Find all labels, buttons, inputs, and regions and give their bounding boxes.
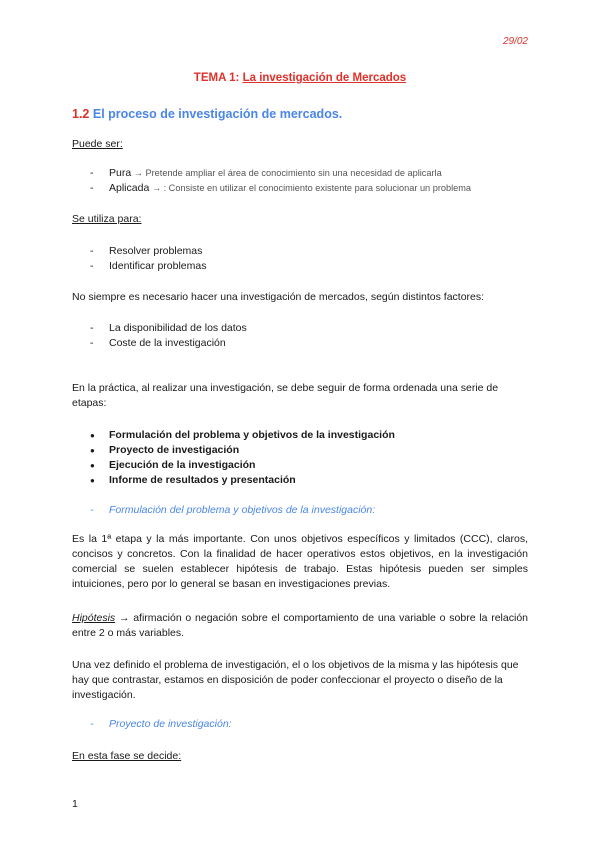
arrow: →: [149, 183, 164, 193]
list-item: - Aplicada → : Consiste en utilizar el conocimiento existente para solucionar un problema: [90, 182, 472, 194]
section-text: El proceso de investigación de mercados.: [89, 107, 343, 121]
no-siempre-text: No siempre es necesario hacer una investigación de mercados, según distintos factores:: [72, 291, 485, 303]
item-term: Aplicada: [109, 182, 150, 194]
puede-ser-list: [90, 166, 471, 196]
item-desc: : Consiste en utilizar el conocimiento existente para solucionar un problema: [163, 183, 472, 193]
en-la-practica-text: En la práctica, al realizar una investigación, se debe seguir de forma ordenada una serie de etapas:: [72, 382, 499, 409]
item-desc: Pretende ampliar el área de conocimiento sin una necesidad de aplicarla: [145, 168, 442, 178]
se-utiliza-list: [90, 244, 206, 274]
list-item: - Identificar problemas: [90, 260, 207, 272]
etapas-list: [90, 428, 395, 488]
arrow: →: [115, 612, 134, 624]
item-text: Ejecución de la investigación: [109, 459, 256, 471]
item-text: Coste de la investigación: [109, 337, 226, 349]
una-vez-text: Una vez definido el problema de investigación, el o los objetivos de la misma y las hipótesis que hay que contrastar, estamos en disposición de poder confeccionar el proyecto o diseño de la investigación.: [72, 659, 519, 701]
item-text: La disponibilidad de los datos: [109, 322, 247, 334]
item-term: Pura: [109, 167, 132, 179]
title-main: La investigación de Mercados: [242, 72, 407, 84]
list-item: - Resolver problemas: [90, 245, 203, 257]
document-title: [0, 72, 600, 84]
title-prefix: TEMA 1:: [193, 72, 243, 84]
proyecto-heading: - Proyecto de investigación:: [90, 718, 232, 730]
list-item: ● Formulación del problema y objetivos de la investigación: [90, 429, 395, 441]
list-item: - Pura → Pretende ampliar el área de conocimiento sin una necesidad de aplicarla: [90, 167, 442, 179]
section-heading: [72, 107, 342, 121]
item-text: Proyecto de investigación: [109, 444, 240, 456]
subheading-text: Proyecto de investigación:: [109, 718, 232, 730]
factores-list: [90, 321, 247, 351]
puede-ser-heading: Puede ser:: [72, 138, 123, 150]
list-item: ● Informe de resultados y presentación: [90, 474, 296, 486]
se-utiliza-heading: Se utiliza para:: [72, 213, 142, 225]
date: 29/02: [502, 36, 528, 47]
hipotesis-paragraph: [72, 611, 528, 641]
page-number: 1: [72, 798, 78, 810]
list-item: - Coste de la investigación: [90, 337, 226, 349]
section-number: 1.2: [72, 107, 90, 121]
fase-heading: En esta fase se decide:: [72, 750, 182, 762]
formulacion-heading: - Formulación del problema y objetivos de la investigación:: [90, 504, 376, 516]
hipotesis-term: Hipótesis: [72, 612, 116, 624]
list-item: - La disponibilidad de los datos: [90, 322, 247, 334]
list-item: ● Ejecución de la investigación: [90, 459, 256, 471]
item-text: Formulación del problema y objetivos de la investigación: [109, 429, 395, 441]
item-text: Resolver problemas: [109, 245, 203, 257]
hipotesis-text: afirmación o negación sobre el comportamiento de una variable o sobre la relación entre 2 o más variables.: [72, 612, 528, 639]
arrow: →: [131, 168, 146, 178]
item-text: Informe de resultados y presentación: [109, 474, 296, 486]
item-text: Identificar problemas: [109, 260, 207, 272]
formulacion-text: Es la 1ª etapa y la más importante. Con unos objetivos específicos y limitados (CCC), claros, concisos y concretos. Con la finalidad de hacer operativos estos objetivos, en la investigación comercial se suelen establecer hipótesis de trabajo. Estas hipótesis pueden ser simples intuiciones, pero por lo general se basan en investigaciones previas.: [72, 533, 528, 590]
list-item: ● Proyecto de investigación: [90, 444, 240, 456]
subheading-text: Formulación del problema y objetivos de la investigación:: [109, 504, 376, 516]
